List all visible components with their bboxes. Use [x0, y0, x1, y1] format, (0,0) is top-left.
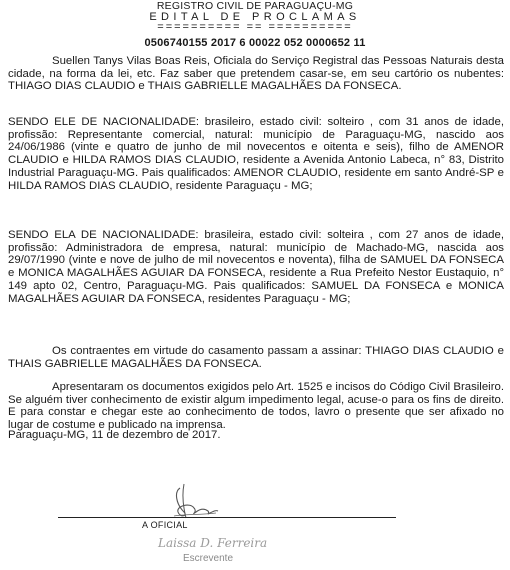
groom-paragraph: SENDO ELE DE NACIONALIDADE: brasileiro, estado civil: solteiro , com 31 anos de idade, profissão: Representante comercial, natural: município de Paraguaçu-MG, nascido aos 24/06/1986 (vinte e quatro de junho de mil novecentos e oitenta e seis), filho de AMENOR CLAUDIO e HILDA RAMOS DIAS CLAUDIO, residente a Avenida Antonio Labeca, n° 83, Distrito Industrial Paraguaçu-MG. Pais qualificados: AMENOR CLAUDIO, residente em santo André-SP e HILDA RAMOS DIAS CLAUDIO, residente Paraguaçu - MG;	[8, 116, 504, 192]
contract-text: Os contraentes em virtude do casamento passam a assinar: THIAGO DIAS CLAUDIO e THAIS GABRIELLE MAGALHÃES DA FONSECA.	[8, 345, 504, 370]
intro-text: Suellen Tanys Vilas Boas Reis, Oficiala do Serviço Registral das Pessoas Naturais desta cidade, na forma da lei, etc. Faz saber que pretendem casar-se, em seu cartório os nubentes: THIAGO DIAS CLAUDIO e THAIS GABRIELLE MAGALHÃES DA FONSECA.	[8, 55, 504, 93]
document-title: EDITAL DE PROCLAMAS	[149, 11, 361, 23]
contract-paragraph	[8, 345, 504, 370]
registry-name: REGISTRO CIVIL DE PARAGUAÇU-MG	[156, 0, 354, 12]
document-number: 0506740155 2017 6 00022 052 0000652 11	[144, 37, 366, 49]
place-date: Paraguaçu-MG, 11 de dezembro de 2017.	[8, 429, 221, 441]
signatory-role: Escrevente	[183, 553, 234, 564]
documents-paragraph	[8, 381, 504, 432]
signature-line	[58, 517, 396, 518]
title-separator: ========== == ==========	[157, 21, 353, 33]
documents-text: Apresentaram os documentos exigidos pelo Art. 1525 e incisos do Código Civil Brasileiro. Se alguém tiver conhecimento de existir algum impedimento legal, acuse-o para os fins de direito. E para constar e chegar este ao conhecimento de todos, lavro o presente que ser afixado no lugar de costume e publicado na imprensa.	[8, 381, 504, 432]
intro-paragraph	[8, 55, 504, 93]
bride-paragraph: SENDO ELA DE NACIONALIDADE: brasileira, estado civil: solteira , com 27 anos de idade, profissão: Administradora de empresa, natural: município de Machado-MG, nascida aos 29/07/1990 (vinte e nove de julho de mil novecentos e noventa), filha de SAMUEL DA FONSECA e MONICA MAGALHÃES AGUIAR DA FONSECA, residente a Rua Prefeito Nestor Eustaquio, n° 149 apto 02, Centro, Paraguaçu-MG. Pais qualificados: SAMUEL DA FONSECA e MONICA MAGALHÃES AGUIAR DA FONSECA, residentes Paraguaçu - MG;	[8, 229, 504, 305]
signature-label: A OFICIAL	[142, 520, 188, 530]
handwritten-signature	[150, 482, 220, 522]
signatory-name: Laissa D. Ferreira	[158, 536, 268, 550]
